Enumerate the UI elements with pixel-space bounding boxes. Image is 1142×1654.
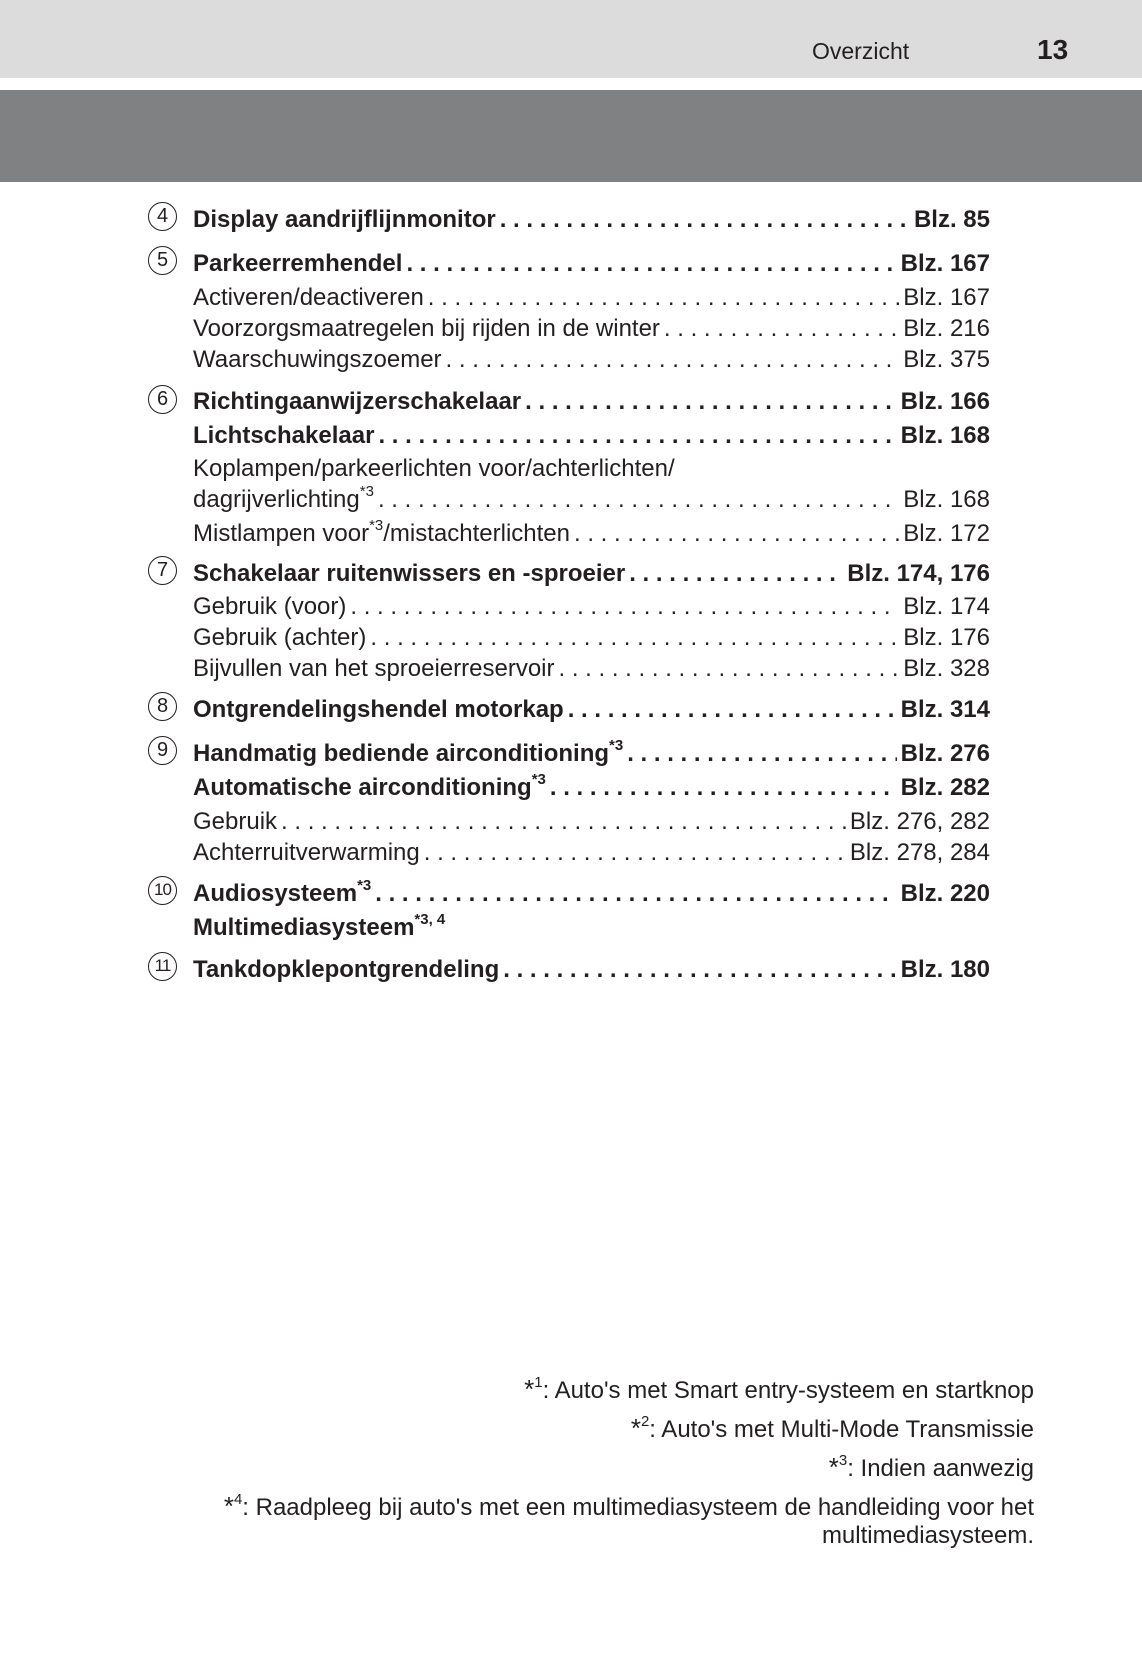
page-number: 13 [1037, 34, 1069, 65]
toc-subentry[interactable] [193, 808, 990, 836]
toc-subentry[interactable] [193, 346, 990, 374]
entry-label: Parkeerremhendel [193, 250, 403, 277]
leader-dots [664, 315, 899, 343]
leader-dots [378, 422, 896, 450]
leader-dots [525, 388, 896, 416]
entry-label: Ontgrendelingshendel motorkap [193, 696, 564, 723]
toc-subentry[interactable] [193, 839, 990, 867]
entry-label: Handmatig bediende airconditioning$^{*3}$ [193, 737, 624, 767]
toc-subentry[interactable] [193, 655, 990, 683]
leader-dots [574, 520, 899, 548]
leader-dots [627, 740, 896, 768]
footnote-ref: *3, 4 [414, 911, 446, 928]
toc-entry-audio-system[interactable] [193, 877, 990, 908]
leader-dots [568, 696, 897, 724]
page-ref: Blz. 168 [900, 422, 990, 449]
toc-entry-display-monitor[interactable] [193, 206, 990, 234]
entry-label: Richtingaanwijzerschakelaar [193, 388, 522, 415]
footnote: *$^4$: Raadpleeg bij auto's met een multimediasysteem de handleiding voor het [223, 1491, 1034, 1521]
entry-label: Automatische airconditioning$^{*3}$ [193, 771, 546, 801]
toc-subentry[interactable] [193, 284, 990, 312]
leader-dots [550, 774, 897, 802]
section-title: Overzicht [812, 38, 910, 64]
entry-label: Mistlampen voor$^{*3}$/mistachterlichten [193, 517, 570, 547]
page-ref: Blz. 85 [913, 206, 990, 233]
page-ref: Blz. 174 [903, 593, 990, 620]
footnote: *$^1$: Auto's met Smart entry-systeem en startknop [524, 1374, 1034, 1404]
page-ref: Blz. 167 [903, 284, 990, 311]
item-number-badge: 4 [148, 202, 177, 231]
leader-dots [406, 250, 896, 278]
footnote-continuation: multimediasysteem. [821, 1522, 1034, 1549]
entry-label: Achterruitverwarming [193, 839, 420, 866]
leader-dots [428, 284, 899, 312]
toc-entry-multimedia-system[interactable] [193, 911, 446, 942]
footnote-ref: *3 [359, 483, 374, 500]
footnote-ref: *3 [369, 517, 384, 534]
toc-subentry[interactable] [193, 624, 990, 652]
item-number-badge: 9 [148, 736, 177, 765]
page-ref: Blz. 166 [900, 388, 990, 415]
toc-entry-fuel-door-release[interactable] [193, 956, 990, 984]
entry-label: Display aandrijflijnmonitor [193, 206, 496, 233]
leader-dots [375, 880, 896, 908]
page-ref: Blz. 216 [903, 315, 990, 342]
item-number-badge: 7 [148, 556, 177, 585]
leader-dots [559, 655, 900, 683]
toc-subentry[interactable] [193, 517, 990, 548]
leader-dots [424, 839, 846, 867]
toc-subentry-line: Koplampen/parkeerlichten voor/achterlichten/ [193, 455, 675, 482]
leader-dots [503, 956, 896, 984]
leader-dots [378, 486, 899, 514]
entry-label: Audiosysteem$^{*3}$ [193, 877, 372, 907]
toc-entry-manual-ac[interactable] [193, 737, 990, 768]
item-number-badge: 5 [148, 246, 177, 275]
toc-subentry[interactable] [193, 315, 990, 343]
title-bar [0, 90, 1142, 182]
page-ref: Blz. 180 [900, 956, 990, 983]
entry-label: Multimediasysteem [193, 914, 415, 941]
page-ref: Blz. 278, 284 [849, 839, 990, 866]
toc-subentry[interactable] [193, 483, 990, 514]
entry-label: Schakelaar ruitenwissers en -sproeier [193, 560, 626, 587]
page-ref: Blz. 172 [903, 520, 990, 547]
entry-label: Waarschuwingszoemer [193, 346, 442, 373]
leader-dots [350, 593, 899, 621]
item-number-badge: 6 [148, 385, 177, 414]
entry-label: Activeren/deactiveren [193, 284, 424, 311]
item-number-badge: 8 [148, 692, 177, 721]
entry-label: Gebruik [193, 808, 278, 835]
toc-entry-hood-release[interactable] [193, 696, 990, 724]
item-number-badge: 10 [148, 876, 177, 905]
page-ref: Blz. 276, 282 [849, 808, 990, 835]
entry-label: Gebruik (voor) [193, 593, 347, 620]
toc-subentry[interactable] [193, 593, 990, 621]
toc-entry-parking-brake[interactable] [193, 250, 990, 278]
entry-label: Tankdopklepontgrendeling [193, 956, 500, 983]
toc-entry-automatic-ac[interactable] [193, 771, 990, 802]
item-number-badge: 11 [148, 952, 177, 981]
leader-dots [370, 624, 899, 652]
page-ref: Blz. 375 [903, 346, 990, 373]
toc-entry-turn-signal-switch[interactable] [193, 388, 990, 416]
page-ref: Blz. 276 [900, 740, 990, 767]
page-ref: Blz. 174, 176 [847, 560, 990, 587]
footnote-ref: *3 [357, 877, 372, 894]
footnote-ref: *3 [531, 771, 546, 788]
leader-dots [446, 346, 900, 374]
page-ref: Blz. 220 [900, 880, 990, 907]
page-ref: Blz. 167 [900, 250, 990, 277]
entry-label: Voorzorgsmaatregelen bij rijden in de winter [193, 315, 660, 342]
page-ref: Blz. 176 [903, 624, 990, 651]
footnote: *$^3$: Indien aanwezig [828, 1452, 1034, 1482]
page-ref: Blz. 168 [903, 486, 990, 513]
page-ref: Blz. 314 [900, 696, 990, 723]
leader-dots [629, 560, 843, 588]
entry-label: Bijvullen van het sproeierreservoir [193, 655, 555, 682]
page-ref: Blz. 328 [903, 655, 990, 682]
toc-entry-wiper-switch[interactable] [193, 560, 990, 588]
footnote: *$^2$: Auto's met Multi-Mode Transmissie [630, 1413, 1034, 1443]
page-ref: Blz. 282 [900, 774, 990, 801]
entry-label: Gebruik (achter) [193, 624, 367, 651]
header-band [0, 0, 1142, 78]
entry-label: Lichtschakelaar [193, 422, 375, 449]
entry-label: dagrijverlichting$^{*3}$ [193, 483, 374, 513]
toc-entry-light-switch[interactable] [193, 422, 990, 450]
leader-dots [281, 808, 846, 836]
footnote-ref: *3 [609, 737, 624, 754]
leader-dots [500, 206, 910, 234]
